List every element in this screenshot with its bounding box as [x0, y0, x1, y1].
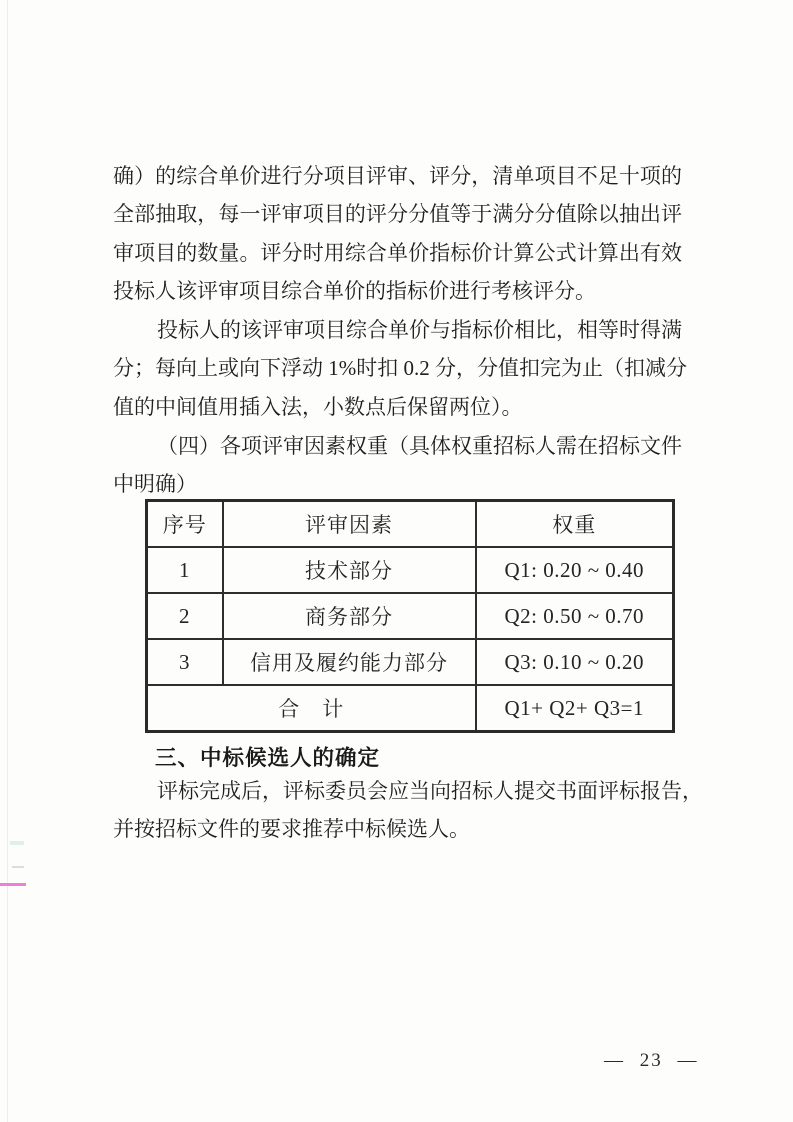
cell-weight: Q2: 0.50 ~ 0.70: [476, 593, 674, 639]
cell-index: 2: [147, 593, 223, 639]
cell-total-value: Q1+ Q2+ Q3=1: [476, 685, 674, 732]
table-row: [147, 547, 674, 593]
page-number: — 23 —: [604, 1050, 699, 1071]
gray-edge-mark: [12, 866, 24, 868]
scanned-paper-edge-line: [7, 0, 8, 1122]
table-row: [147, 639, 674, 685]
cell-index: 1: [147, 547, 223, 593]
text-line: 中明确）: [113, 472, 197, 497]
text-line: （四）各项评审因素权重（具体权重招标人需在招标文件: [157, 434, 682, 458]
cell-weight: Q3: 0.10 ~ 0.20: [476, 639, 674, 685]
cell-factor: 商务部分: [223, 593, 476, 639]
text-line: 并按招标文件的要求推荐中标候选人。: [113, 817, 470, 842]
table-header-row: [147, 501, 674, 548]
text-line: 投标人的该评审项目综合单价与指标价相比，相等时得满: [157, 318, 682, 342]
cell-factor: 技术部分: [223, 547, 476, 593]
cell-total-label: 合 计: [147, 685, 476, 732]
text-line: 分；每向上或向下浮动 1%时扣 0.2 分，分值扣完为止（扣减分: [113, 356, 687, 381]
text-line: 值的中间值用插入法，小数点后保留两位）。: [113, 394, 523, 419]
evaluation-weights-table: [145, 499, 675, 733]
cell-weight: Q1: 0.20 ~ 0.40: [476, 547, 674, 593]
paragraph-weights-intro: [113, 427, 682, 504]
text-line: 全部抽取，每一评审项目的评分分值等于满分分值除以抽出评: [113, 202, 682, 227]
pink-edge-mark: [0, 883, 26, 886]
col-header-weight: 权重: [476, 501, 674, 548]
col-header-index: 序号: [147, 501, 223, 548]
cell-index: 3: [147, 639, 223, 685]
text-line: 投标人该评审项目综合单价的指标价进行考核评分。: [113, 279, 596, 304]
cell-factor: 信用及履约能力部分: [223, 639, 476, 685]
paragraph-winner-determination: [113, 772, 703, 849]
green-edge-mark: [10, 841, 24, 845]
text-line: 审项目的数量。评分时用综合单价指标价计算公式计算出有效: [113, 240, 682, 265]
table-total-row: [147, 685, 674, 732]
text-line: 评标完成后，评标委员会应当向招标人提交书面评标报告，: [157, 779, 703, 803]
section-heading-winner-determination: 三、中标候选人的确定: [155, 746, 381, 770]
table-row: [147, 593, 674, 639]
text-line: 确）的综合单价进行分项目评审、评分，清单项目不足十项的: [113, 164, 682, 188]
paragraph-scoring-rules: [113, 157, 682, 311]
col-header-factor: 评审因素: [223, 501, 476, 548]
paragraph-deduction-rules: [113, 311, 687, 426]
